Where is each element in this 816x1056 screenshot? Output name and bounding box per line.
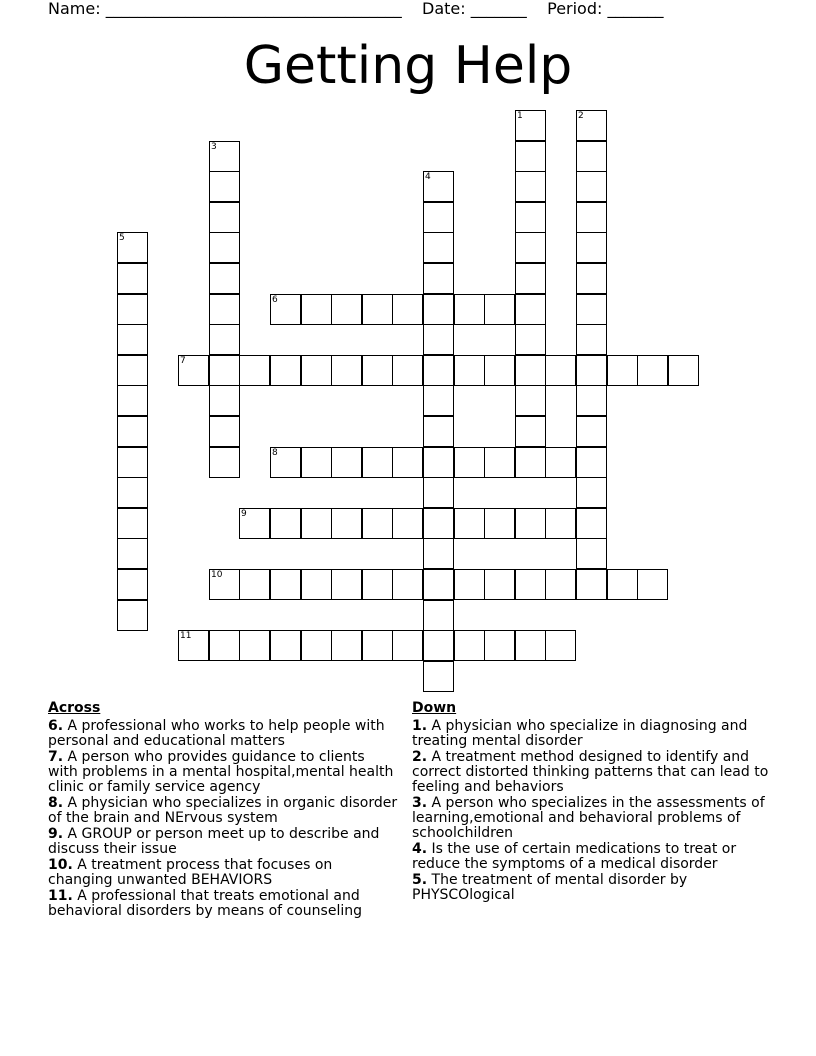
grid-cell[interactable] (209, 141, 240, 172)
grid-cell[interactable] (576, 324, 607, 355)
clue-number: 9 (241, 509, 247, 519)
grid-cell[interactable] (423, 294, 454, 325)
grid-cell[interactable] (239, 355, 270, 386)
grid-cell[interactable] (515, 569, 546, 600)
grid-cell[interactable] (117, 324, 148, 355)
clue-number: 8 (272, 448, 278, 458)
grid-cell[interactable] (484, 630, 515, 661)
period-blank[interactable]: _______ (607, 0, 664, 18)
grid-cell[interactable] (423, 171, 454, 202)
grid-cell[interactable] (576, 202, 607, 233)
grid-cell[interactable] (301, 569, 332, 600)
grid-cell[interactable] (545, 569, 576, 600)
grid-cell[interactable] (209, 294, 240, 325)
grid-cell[interactable] (209, 447, 240, 478)
clue-number: 10 (211, 570, 223, 580)
clue-down-3: 3. A person who specializes in the assessments of learning,emotional and behavioral problems of schoolchildren (412, 795, 765, 841)
grid-cell[interactable] (607, 569, 638, 600)
clue-down-5: 5. The treatment of mental disorder by PHYSCOlogical (412, 872, 688, 903)
grid-cell[interactable] (545, 630, 576, 661)
grid-cell[interactable] (545, 508, 576, 539)
grid-cell[interactable] (576, 294, 607, 325)
grid-cell[interactable] (515, 508, 546, 539)
grid-cell[interactable] (423, 232, 454, 263)
grid-cell[interactable] (637, 569, 668, 600)
grid-cell[interactable] (484, 569, 515, 600)
clue-across-10: 10. A treatment process that focuses on changing unwanted BEHAVIORS (48, 857, 333, 888)
grid-cell[interactable] (576, 447, 607, 478)
grid-cell[interactable] (515, 416, 546, 447)
grid-cell[interactable] (423, 202, 454, 233)
clue-number: 2 (578, 111, 584, 121)
grid-cell[interactable] (117, 508, 148, 539)
grid-cell[interactable] (423, 447, 454, 478)
grid-cell[interactable] (484, 508, 515, 539)
name-label: Name: (48, 0, 101, 18)
grid-cell[interactable] (301, 630, 332, 661)
period-label: Period: (547, 0, 603, 18)
clue-number: 3 (211, 142, 217, 152)
clue-number: 5 (119, 233, 125, 243)
grid-cell[interactable] (117, 477, 148, 508)
grid-cell[interactable] (178, 630, 209, 661)
grid-cell[interactable] (515, 110, 546, 141)
grid-cell[interactable] (239, 508, 270, 539)
grid-cell[interactable] (515, 385, 546, 416)
grid-cell[interactable] (423, 508, 454, 539)
grid-cell[interactable] (331, 294, 362, 325)
grid-cell[interactable] (607, 355, 638, 386)
grid-cell[interactable] (392, 508, 423, 539)
grid-cell[interactable] (515, 294, 546, 325)
grid-cell[interactable] (423, 416, 454, 447)
grid-cell[interactable] (270, 630, 301, 661)
puzzle-title: Getting Help (243, 36, 573, 96)
name-blank[interactable]: _____________________________________ (105, 0, 402, 18)
grid-cell[interactable] (117, 355, 148, 386)
grid-cell[interactable] (392, 447, 423, 478)
down-clues (412, 700, 772, 904)
grid-cell[interactable] (239, 630, 270, 661)
grid-cell[interactable] (515, 263, 546, 294)
grid-cell[interactable] (454, 355, 485, 386)
grid-cell[interactable] (301, 508, 332, 539)
grid-cell[interactable] (331, 447, 362, 478)
grid-cell[interactable] (331, 355, 362, 386)
grid-cell[interactable] (117, 385, 148, 416)
clue-down-1: 1. A physician who specialize in diagnosing and treating mental disorder (412, 718, 748, 749)
grid-cell[interactable] (392, 569, 423, 600)
grid-cell[interactable] (515, 630, 546, 661)
clue-number: 7 (180, 356, 186, 366)
clue-down-4: 4. Is the use of certain medications to treat or reduce the symptoms of a medical disorder (412, 841, 737, 872)
grid-cell[interactable] (515, 141, 546, 172)
grid-cell[interactable] (668, 355, 699, 386)
grid-cell[interactable] (117, 294, 148, 325)
grid-cell[interactable] (484, 355, 515, 386)
clue-across-9: 9. A GROUP or person meet up to describe and discuss their issue (48, 826, 380, 857)
clue-number: 6 (272, 295, 278, 305)
grid-cell[interactable] (423, 630, 454, 661)
clue-down-2: 2. A treatment method designed to identify and correct distorted thinking patterns that can lead to feeling and behaviors (412, 749, 769, 795)
clue-number: 11 (180, 631, 192, 641)
grid-cell[interactable] (209, 416, 240, 447)
grid-cell[interactable] (392, 630, 423, 661)
grid-cell[interactable] (515, 324, 546, 355)
grid-cell[interactable] (576, 416, 607, 447)
grid-cell[interactable] (209, 171, 240, 202)
grid-cell[interactable] (576, 569, 607, 600)
grid-cell[interactable] (117, 569, 148, 600)
clue-across-7: 7. A person who provides guidance to clients with problems in a mental hospital,mental health clinic or family service agency (48, 749, 394, 795)
grid-cell[interactable] (301, 447, 332, 478)
grid-cell[interactable] (362, 569, 393, 600)
grid-cell[interactable] (423, 477, 454, 508)
grid-cell[interactable] (423, 263, 454, 294)
grid-cell[interactable] (515, 202, 546, 233)
grid-cell[interactable] (545, 447, 576, 478)
grid-cell[interactable] (515, 232, 546, 263)
grid-cell[interactable] (331, 630, 362, 661)
grid-cell[interactable] (576, 232, 607, 263)
grid-cell[interactable] (301, 355, 332, 386)
grid-cell[interactable] (239, 569, 270, 600)
grid-cell[interactable] (576, 263, 607, 294)
grid-cell[interactable] (331, 508, 362, 539)
clue-number: 1 (517, 111, 523, 121)
grid-cell[interactable] (270, 569, 301, 600)
grid-cell[interactable] (454, 508, 485, 539)
grid-cell[interactable] (423, 385, 454, 416)
grid-cell[interactable] (423, 538, 454, 569)
name-date-period-line (48, 0, 663, 20)
grid-cell[interactable] (423, 355, 454, 386)
grid-cell[interactable] (117, 447, 148, 478)
grid-cell[interactable] (576, 508, 607, 539)
grid-cell[interactable] (637, 355, 668, 386)
grid-cell[interactable] (270, 508, 301, 539)
across-clues (48, 700, 398, 920)
grid-cell[interactable] (515, 171, 546, 202)
date-label: Date: (422, 0, 466, 18)
grid-cell[interactable] (392, 294, 423, 325)
grid-cell[interactable] (301, 294, 332, 325)
grid-cell[interactable] (545, 355, 576, 386)
grid-cell[interactable] (454, 630, 485, 661)
grid-cell[interactable] (576, 141, 607, 172)
grid-cell[interactable] (209, 385, 240, 416)
grid-cell[interactable] (178, 355, 209, 386)
grid-cell[interactable] (423, 324, 454, 355)
across-heading: Across (48, 700, 101, 716)
date-blank[interactable]: _______ (470, 0, 527, 18)
clue-across-8: 8. A physician who specializes in organic disorder of the brain and NErvous system (48, 795, 398, 826)
grid-cell[interactable] (392, 355, 423, 386)
grid-cell[interactable] (270, 447, 301, 478)
grid-cell[interactable] (576, 477, 607, 508)
grid-cell[interactable] (423, 569, 454, 600)
grid-cell[interactable] (576, 110, 607, 141)
grid-cell[interactable] (576, 171, 607, 202)
grid-cell[interactable] (576, 385, 607, 416)
grid-cell[interactable] (117, 600, 148, 631)
down-heading: Down (412, 700, 457, 716)
grid-cell[interactable] (515, 447, 546, 478)
grid-cell[interactable] (484, 294, 515, 325)
grid-cell[interactable] (576, 355, 607, 386)
grid-cell[interactable] (209, 324, 240, 355)
grid-cell[interactable] (209, 232, 240, 263)
grid-cell[interactable] (362, 630, 393, 661)
grid-cell[interactable] (362, 447, 393, 478)
grid-cell[interactable] (209, 263, 240, 294)
grid-cell[interactable] (209, 202, 240, 233)
grid-cell[interactable] (270, 294, 301, 325)
grid-cell[interactable] (209, 630, 240, 661)
grid-cell[interactable] (484, 447, 515, 478)
grid-cell[interactable] (209, 355, 240, 386)
clue-across-11: 11. A professional that treats emotional and behavioral disorders by means of counseling (48, 888, 362, 919)
grid-cell[interactable] (576, 538, 607, 569)
grid-cell[interactable] (117, 538, 148, 569)
clue-number: 4 (425, 172, 431, 182)
grid-cell[interactable] (362, 508, 393, 539)
grid-cell[interactable] (117, 232, 148, 263)
grid-cell[interactable] (454, 294, 485, 325)
grid-cell[interactable] (270, 355, 301, 386)
grid-cell[interactable] (362, 294, 393, 325)
grid-cell[interactable] (117, 416, 148, 447)
grid-cell[interactable] (423, 600, 454, 631)
grid-cell[interactable] (454, 447, 485, 478)
grid-cell[interactable] (423, 661, 454, 692)
grid-cell[interactable] (362, 355, 393, 386)
grid-cell[interactable] (117, 263, 148, 294)
grid-cell[interactable] (515, 355, 546, 386)
grid-cell[interactable] (331, 569, 362, 600)
grid-cell[interactable] (454, 569, 485, 600)
grid-cell[interactable] (209, 569, 240, 600)
clue-across-6: 6. A professional who works to help people with personal and educational matters (48, 718, 385, 749)
